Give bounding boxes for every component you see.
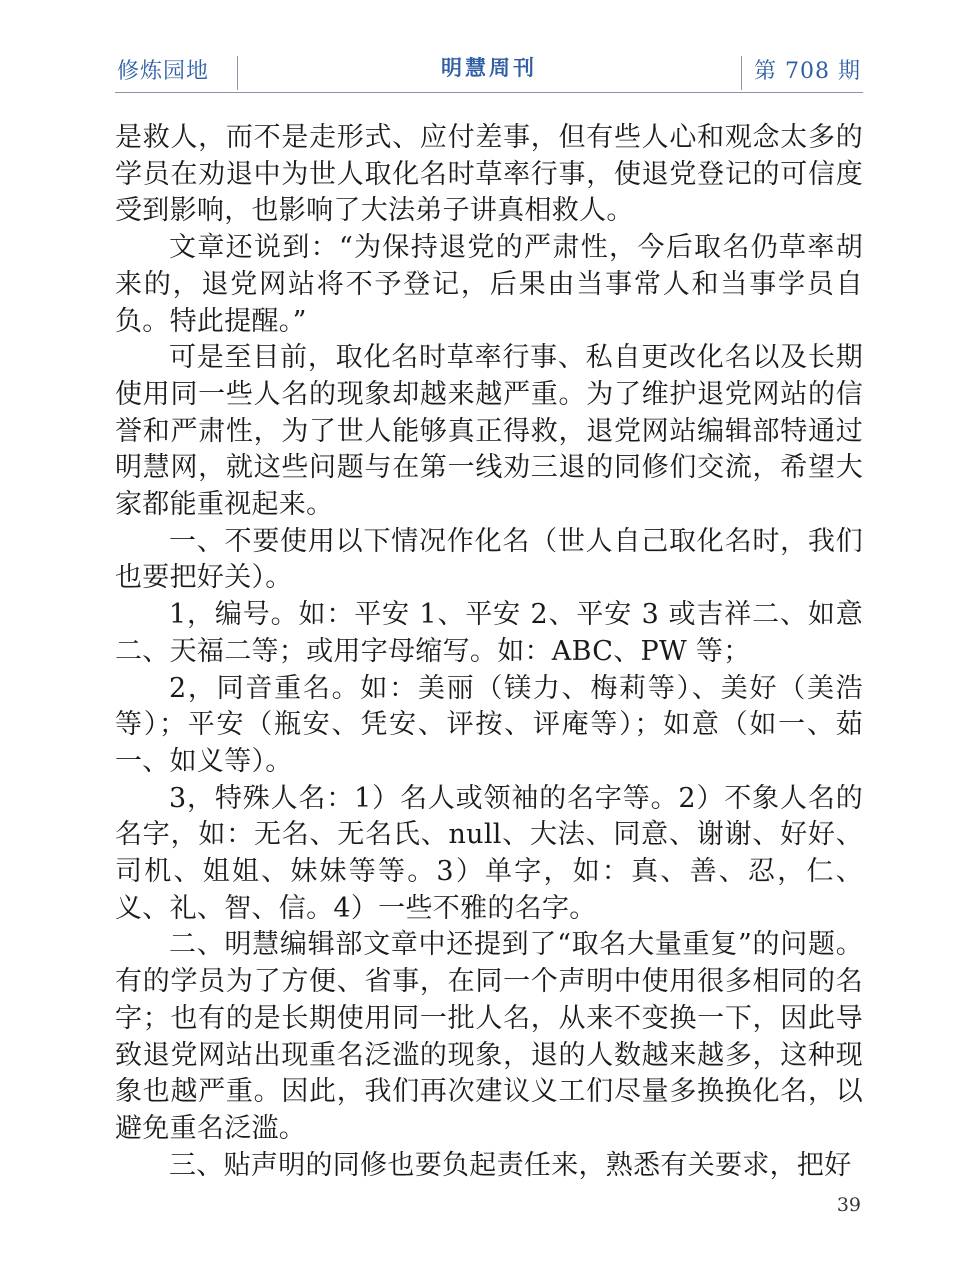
section-title: 修炼园地 [117, 59, 210, 84]
paragraph: 2，同音重名。如：美丽（镁力、梅莉等）、美好（美浩等）；平安（瓶安、凭安、评按、评庵等）；如意（如一、茹一、如义等）。 [115, 672, 863, 777]
paragraph: 可是至目前，取化名时草率行事、私自更改化名以及长期使用同一些人名的现象却越来越严重。为了维护退党网站的信誉和严肃性，为了世人能够真正得救，退党网站编辑部特通过明慧网，就这些问题与在第一线劝三退的同修们交流，希望大家都能重视起来。 [115, 342, 863, 521]
paragraph: 3，特殊人名：1）名人或领袖的名字等。2）不象人名的名字，如：无名、无名氏、null、大法、同意、谢谢、好好、司机、姐姐、妹妹等等。3）单字，如：真、善、忍，仁、义、礼、智、信。4）一些不雅的名字。 [115, 782, 863, 924]
page-header [115, 50, 863, 93]
paragraph-continued: 是救人，而不是走形式、应付差事，但有些人心和观念太多的学员在劝退中为世人取化名时草率行事，使退党登记的可信度受到影响，也影响了大法弟子讲真相救人。 [115, 122, 863, 227]
issue-number: 第 708 期 [754, 59, 861, 84]
paragraph: 1，编号。如：平安 1、平安 2、平安 3 或吉祥二、如意二、天福二等；或用字母缩写。如：ABC、PW 等； [115, 599, 863, 667]
header-divider-right [741, 56, 742, 90]
article-body [115, 120, 863, 1184]
page-number: 39 [836, 1194, 861, 1216]
paragraph: 一、不要使用以下情况作化名（世人自己取化名时，我们也要把好关）。 [115, 525, 863, 594]
paragraph: 三、贴声明的同修也要负起责任来，熟悉有关要求，把好 [169, 1149, 852, 1181]
paragraph: 文章还说到：“为保持退党的严肃性，今后取名仍草率胡来的，退党网站将不予登记，后果由当事常人和当事学员自负。特此提醒。” [115, 232, 863, 337]
paragraph: 二、明慧编辑部文章中还提到了“取名大量重复”的问题。有的学员为了方便、省事，在同一个声明中使用很多相同的名字；也有的是长期使用同一批人名，从来不变换一下，因此导致退党网站出现重名泛滥的现象，退的人数越来越多，这种现象也越严重。因此，我们再次建议义工们尽量多换换化名，以避免重名泛滥。 [115, 929, 863, 1144]
publication-title: 明慧周刊 [441, 55, 537, 80]
